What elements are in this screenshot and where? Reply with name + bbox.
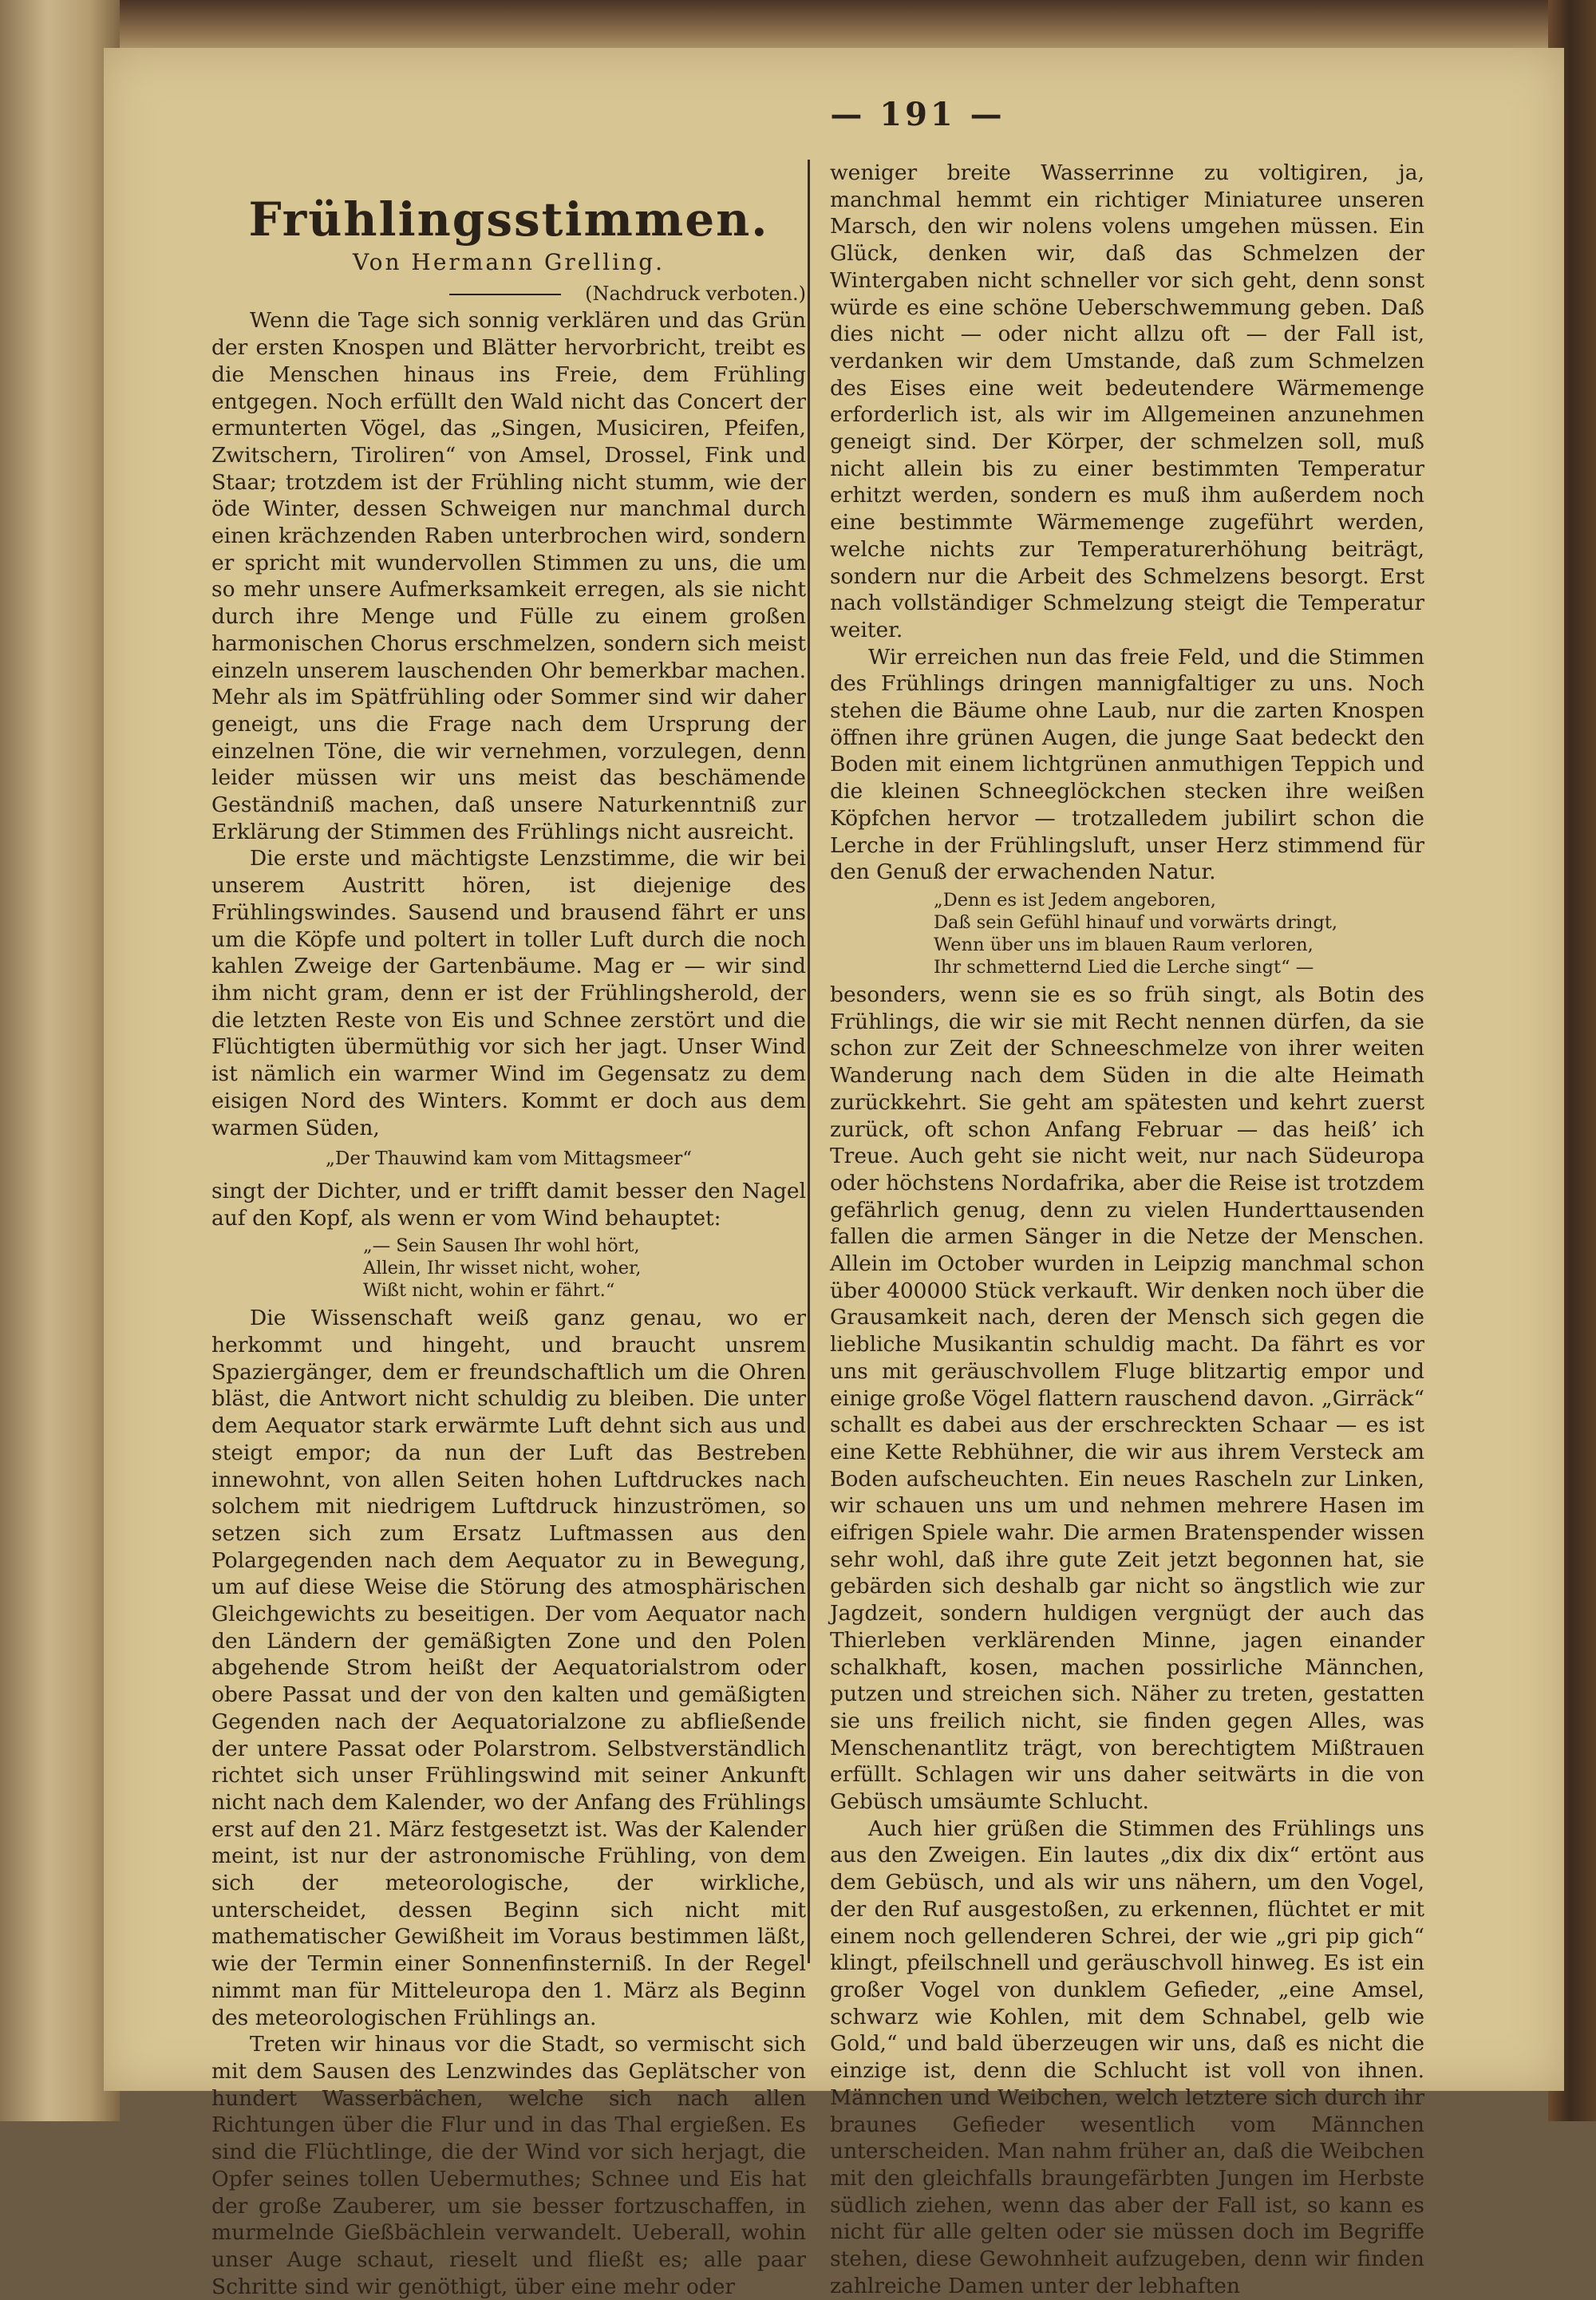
column-left bbox=[211, 168, 806, 2300]
paragraph: Die Wissenschaft weiß ganz genau, wo er herkommt und hingeht, und braucht unsrem Spaziergänger, dem er freundschaftlich um die Ohren bläst, die Antwort nicht schuldig zu bleiben. Die unter dem Aequator stark erwärmte Luft dehnt sich aus und steigt empor; da nun der Luft das Bestreben innewohnt, von allen Seiten hohen Luftdruckes nach solchem mit niedrigem Luftdruck hinzuströmen, so setzen sich zum Ersatz Luftmassen aus den Polargegenden nach dem Aequator zu in Bewegung, um auf diese Weise die Störung des atmosphärischen Gleichgewichts zu beseitigen. Der vom Aequator nach den Ländern der gemäßigten Zone und den Polen abgehende Strom heißt der Aequatorialstrom oder obere Passat und der von den kalten und gemäßigten Gegenden nach der Aequatorialzone zu abfließende der untere Passat oder Polarstrom. Selbstverständlich richtet sich unser Frühlingswind mit seiner Ankunft nicht nach dem Kalender, wo der Anfang des Frühlings erst auf den 21. März festgesetzt ist. Was der Kalender meint, ist nur der astronomische Frühling, von dem sich der meteorologische, der wirkliche, unterscheidet, dessen Beginn sich nicht mit mathematischer Gewißheit im Voraus bestimmen läßt, wie der Termin einer Sonnenfinsterniß. In der Regel nimmt man für Mitteleuropa den 1. März als Beginn des meteorologischen Frühlings an. bbox=[211, 1306, 806, 2030]
article-title: Frühlingsstimmen. bbox=[248, 192, 769, 247]
paragraph: Auch hier grüßen die Stimmen des Frühlings uns aus den Zweigen. Ein lautes „dix dix dix“ ertönt aus dem Gebüsch, und als wir uns nähern, um den Vogel, der den Ruf ausgestoßen, zu erkennen, flüchtet er mit einem noch gellenderen Schrei, der wie „gri pip gich“ klingt, pfeilschnell und geräuschvoll hinweg. Es ist ein großer Vogel von dunklem Gefieder, „eine Amsel, schwarz wie Kohlen, mit dem Schnabel, gelb wie Gold,“ und bald überzeugen wir uns, daß es nicht die einzige ist, denn die Schlucht ist voll von ihnen. Männchen und Weibchen, welch letztere sich durch ihr braunes Gefieder wesentlich vom Männchen unterscheiden. Man nahm früher an, daß die Weibchen mit den gleichfalls braungefärbten Jungen im Herbste südlich ziehen, wenn das aber der Fall ist, so kann es nicht für alle gelten oder sie müssen doch im Begriffe stehen, diese Gewohnheit aufzugeben, denn wir finden zahlreiche Damen unter der lebhaften bbox=[830, 1816, 1424, 2298]
paragraph: weniger breite Wasserrinne zu voltigiren, ja, manchmal hemmt ein richtiger Miniaturee unseren Marsch, den wir nolens volens umgehen müssen. Ein Glück, denken wir, daß das Schmelzen der Wintergaben nicht schneller vor sich geht, denn sonst würde es eine schöne Ueberschwemmung geben. Daß dies nicht — oder nicht allzu oft — der Fall ist, verdanken wir dem Umstande, daß zum Schmelzen des Eises eine weit bedeutendere Wärmemenge erforderlich ist, als wir im Allgemeinen anzunehmen geneigt sind. Der Körper, der schmelzen soll, muß nicht allein bis zu einer bestimmten Temperatur erhitzt werden, sondern es muß ihm außerdem noch eine bestimmte Wärmemenge zugeführt werden, welche nichts zur Temperaturerhöhung beiträgt, sondern nur die Arbeit des Schmelzens besorgt. Erst nach vollständiger Schmelzung steigt die Temperatur weiter. bbox=[830, 160, 1424, 642]
paragraph: Wir erreichen nun das freie Feld, und die Stimmen des Frühlings dringen mannigfaltiger zu uns. Noch stehen die Bäume ohne Laub, nur die zarten Knospen öffnen ihre grünen Augen, die junge Saat bedeckt den Boden mit einem lichtgrünen anmuthigen Teppich und die kleinen Schneeglöckchen stecken ihre weißen Köpfchen hervor — trotzalledem jubilirt schon die Lerche in der Frühlingsluft, unser Herz stimmend für den Genuß der erwachenden Natur. bbox=[830, 644, 1424, 885]
paragraph: Treten wir hinaus vor die Stadt, so vermischt sich mit dem Sausen des Lenzwindes das Geplätscher von hundert Wasserbächen, welche sich nach allen Richtungen über die Flur und in das Thal ergießen. Es sind die Flüchtlinge, die der Wind vor sich herjagt, die Opfer seines tollen Uebermuthes; Schnee und Eis hat der große Zauberer, um sie besser fortzuschaffen, in murmelnde Gießbächlein verwandelt. Ueberall, wohin unser Auge schaut, rieselt und fließt es; alle paar Schritte sind wir genöthigt, über eine mehr oder bbox=[211, 2032, 806, 2299]
paragraph: Die erste und mächtigste Lenzstimme, die wir bei unserem Austritt hören, ist diejenige des Frühlingswindes. Sausend und brausend fährt er uns um die Köpfe und poltert in toller Luft durch die noch kahlen Zweige der Gartenbäume. Mag er — wir sind ihm nicht gram, denn er ist der Frühlingsherold, der die letzten Reste von Eis und Schnee zerstört und die Flüchtigten übermüthig vor sich her jagt. Unser Wind ist nämlich ein warmer Wind im Gegensatz zu dem eisigen Nord des Winters. Kommt er doch aus dem warmen Süden, bbox=[211, 846, 806, 1140]
quote-line: „Der Thauwind kam vom Mittagsmeer“ bbox=[326, 1148, 692, 1170]
column-divider bbox=[808, 160, 810, 1963]
verse-line: „— Sein Sausen Ihr wohl hört, bbox=[363, 1235, 640, 1257]
verse-line: „Denn es ist Jedem angeboren, bbox=[934, 889, 1216, 911]
verse-line: Daß sein Gefühl hinauf und vorwärts dringt, bbox=[934, 911, 1338, 933]
verse-line: Ihr schmetternd Lied die Lerche singt“ — bbox=[934, 956, 1314, 978]
column-right bbox=[830, 160, 1424, 2299]
verse-line: Allein, Ihr wisset nicht, woher, bbox=[363, 1258, 642, 1279]
verse-line: Wenn über uns im blauen Raum verloren, bbox=[934, 934, 1314, 955]
paragraph: besonders, wenn sie es so früh singt, als Botin des Frühlings, die wir sie mit Recht nennen dürfen, da sie schon zur Zeit der Schneeschmelze von ihrer weiten Wanderung nach dem Süden in die alte Heimath zurückkehrt. Sie geht am spätesten und kehrt zuerst zurück, oft schon Anfang Februar — das heiß’ ich Treue. Auch geht sie nicht weit, nur nach Südeuropa oder höchstens Nordafrika, aber die Reise ist trotzdem gefährlich genug, denn zu vielen Hunderttausenden fallen die armen Sänger in die Netze der Menschen. Allein im October wurden in Leipzig manchmal schon über 400000 Stück verkauft. Wir denken noch über die Grausamkeit nach, deren der Mensch sich gegen die liebliche Musikantin schuldig macht. Da fährt es vor uns mit geräuschvollem Fluge blitzartig empor und einige große Vögel flattern rauschend davon. „Girräck“ schallt es dabei aus der erschreckten Schaar — es ist eine Kette Rebhühner, die wir aus ihrem Versteck am Boden aufscheuchten. Ein neues Rascheln zur Linken, wir schauen uns um und nehmen mehrere Hasen im eifrigen Spiele wahr. Die armen Bratenspender wissen sehr wohl, daß ihre gute Zeit jetzt begonnen hat, sie gebärden sich deshalb gar nicht so ängstlich wie zur Jagdzeit, sondern huldigen vergnügt der auch das Thierleben verklärenden Minne, jagen einander schalkhaft, kosen, machen possirliche Männchen, putzen und streichen sich. Näher zu treten, gestatten sie uns freilich nicht, sie finden gegen Alles, was Menschenantlitz trägt, von berechtigtem Mißtrauen erfüllt. Schlagen wir uns daher seitwärts in die von Gebüsch umsäumte Schlucht. bbox=[830, 982, 1424, 1815]
verse-block bbox=[830, 889, 1424, 978]
page bbox=[104, 48, 1564, 2299]
paragraph: Wenn die Tage sich sonnig verklären und das Grün der ersten Knospen und Blätter hervorbricht, treibt es die Menschen hinaus ins Freie, dem Frühling entgegen. Noch erfüllt den Wald nicht das Concert der ermunterten Vögel, das „Singen, Musiciren, Pfeifen, Zwitschern, Tiroliren“ von Amsel, Drossel, Fink und Staar; trotzdem ist der Frühling nicht stumm, wie der öde Winter, dessen Schweigen nur manchmal durch einen krächzenden Raben unterbrochen wird, sondern er spricht mit wundervollen Stimmen zu uns, die um so mehr unsere Aufmerksamkeit erregen, als sie nicht durch ihre Menge und Fülle zu einem großen harmonischen Chorus erschmelzen, sondern sich meist einzeln unserem lauschenden Ohr bemerkbar machen. Mehr als im Spätfrühling oder Sommer sind wir daher geneigt, uns die Frage nach dem Ursprung der einzelnen Töne, die wir vernehmen, vorzulegen, denn leider müssen wir uns meist das beschämende Geständniß machen, daß unsere Naturkenntniß zur Erklärung der Stimmen des Frühlings nicht ausreicht. bbox=[211, 308, 806, 844]
reprint-notice bbox=[211, 281, 806, 308]
page-number: — 191 — bbox=[830, 96, 1005, 133]
article-byline: Von Hermann Grelling. bbox=[352, 249, 666, 275]
book-binding-left bbox=[0, 0, 120, 2121]
reprint-notice-text: (Nachdruck verboten.) bbox=[585, 282, 806, 305]
verse-block bbox=[211, 1235, 806, 1302]
paragraph: singt der Dichter, und er trifft damit besser den Nagel auf den Kopf, als wenn er vom Wind behauptet: bbox=[211, 1178, 806, 1231]
notice-rule bbox=[449, 294, 561, 295]
verse-line: Wißt nicht, wohin er fährt.“ bbox=[363, 1280, 615, 1302]
